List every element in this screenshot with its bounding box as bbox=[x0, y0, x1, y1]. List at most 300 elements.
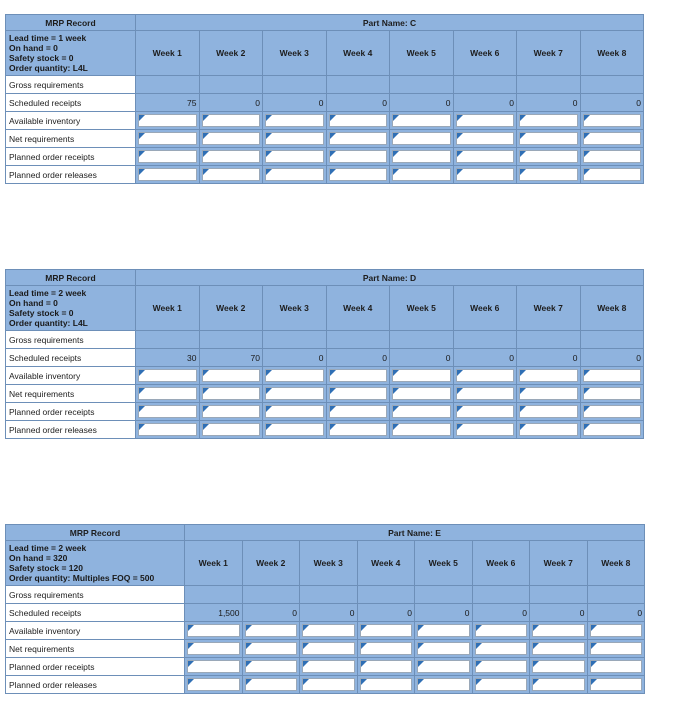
input-cell bbox=[390, 112, 454, 130]
answer-input[interactable] bbox=[519, 132, 578, 145]
answer-input[interactable] bbox=[329, 132, 388, 145]
input-cell bbox=[580, 148, 644, 166]
part-name: Part Name: D bbox=[136, 270, 644, 286]
input-cell bbox=[453, 148, 517, 166]
input-cell bbox=[326, 112, 390, 130]
scheduled-receipt-value: 0 bbox=[318, 352, 324, 363]
scheduled-receipt-cell bbox=[326, 94, 390, 112]
answer-input[interactable] bbox=[456, 387, 515, 400]
scheduled-receipt-value: 0 bbox=[464, 607, 470, 618]
input-flag-icon bbox=[393, 388, 399, 394]
gross-requirement-cell bbox=[517, 331, 581, 349]
parameter-line: On hand = 0 bbox=[9, 298, 58, 308]
input-cell bbox=[472, 676, 530, 694]
input-cell bbox=[136, 148, 200, 166]
answer-input[interactable] bbox=[392, 387, 451, 400]
input-cell bbox=[517, 421, 581, 439]
answer-input[interactable] bbox=[138, 387, 197, 400]
answer-input[interactable] bbox=[392, 369, 451, 382]
input-flag-icon bbox=[139, 424, 145, 430]
answer-input[interactable] bbox=[138, 423, 197, 436]
row-label: Gross requirements bbox=[6, 76, 136, 94]
input-flag-icon bbox=[457, 151, 463, 157]
answer-input[interactable] bbox=[187, 678, 240, 691]
input-cell bbox=[326, 367, 390, 385]
input-flag-icon bbox=[188, 679, 194, 685]
answer-input[interactable] bbox=[202, 132, 261, 145]
input-cell bbox=[415, 676, 473, 694]
input-cell bbox=[580, 166, 644, 184]
answer-input[interactable] bbox=[329, 150, 388, 163]
input-flag-icon bbox=[330, 133, 336, 139]
answer-input[interactable] bbox=[583, 405, 642, 418]
input-cell bbox=[199, 166, 263, 184]
answer-input[interactable] bbox=[202, 150, 261, 163]
answer-input[interactable] bbox=[245, 624, 298, 637]
input-flag-icon bbox=[584, 424, 590, 430]
input-flag-icon bbox=[591, 625, 597, 631]
week-header: Week 8 bbox=[580, 31, 644, 76]
week-header: Week 3 bbox=[263, 286, 327, 331]
input-flag-icon bbox=[393, 169, 399, 175]
answer-input[interactable] bbox=[456, 168, 515, 181]
record-parameters bbox=[6, 31, 136, 76]
scheduled-receipt-cell bbox=[453, 94, 517, 112]
week-header: Week 1 bbox=[136, 286, 200, 331]
scheduled-receipt-cell bbox=[517, 94, 581, 112]
answer-input[interactable] bbox=[456, 114, 515, 127]
input-flag-icon bbox=[418, 625, 424, 631]
answer-input[interactable] bbox=[532, 624, 585, 637]
input-cell bbox=[580, 130, 644, 148]
input-cell bbox=[453, 385, 517, 403]
record-title: MRP Record bbox=[6, 525, 185, 541]
input-cell bbox=[587, 640, 645, 658]
input-cell bbox=[357, 622, 415, 640]
input-cell bbox=[517, 112, 581, 130]
answer-input[interactable] bbox=[392, 114, 451, 127]
answer-input[interactable] bbox=[456, 405, 515, 418]
input-cell bbox=[136, 403, 200, 421]
answer-input[interactable] bbox=[202, 387, 261, 400]
input-flag-icon bbox=[418, 679, 424, 685]
row-label: Gross requirements bbox=[6, 586, 185, 604]
gross-requirement-cell bbox=[390, 331, 454, 349]
answer-input[interactable] bbox=[187, 660, 240, 673]
input-cell bbox=[530, 622, 588, 640]
answer-input[interactable] bbox=[583, 114, 642, 127]
scheduled-receipt-cell bbox=[185, 604, 243, 622]
answer-input[interactable] bbox=[202, 369, 261, 382]
input-flag-icon bbox=[520, 388, 526, 394]
input-flag-icon bbox=[246, 643, 252, 649]
input-flag-icon bbox=[584, 115, 590, 121]
input-cell bbox=[136, 112, 200, 130]
answer-input[interactable] bbox=[456, 369, 515, 382]
gross-requirement-cell bbox=[326, 76, 390, 94]
input-cell bbox=[357, 676, 415, 694]
input-cell bbox=[453, 166, 517, 184]
input-flag-icon bbox=[139, 151, 145, 157]
input-flag-icon bbox=[591, 643, 597, 649]
input-cell bbox=[472, 658, 530, 676]
answer-input[interactable] bbox=[187, 624, 240, 637]
answer-input[interactable] bbox=[392, 423, 451, 436]
input-flag-icon bbox=[520, 406, 526, 412]
input-flag-icon bbox=[361, 679, 367, 685]
input-cell bbox=[263, 112, 327, 130]
week-header: Week 1 bbox=[136, 31, 200, 76]
parameter-line: On hand = 320 bbox=[9, 553, 68, 563]
input-cell bbox=[453, 367, 517, 385]
input-flag-icon bbox=[330, 169, 336, 175]
answer-input[interactable] bbox=[265, 114, 324, 127]
answer-input[interactable] bbox=[417, 624, 470, 637]
input-cell bbox=[199, 421, 263, 439]
input-cell bbox=[472, 622, 530, 640]
input-flag-icon bbox=[476, 643, 482, 649]
answer-input[interactable] bbox=[456, 423, 515, 436]
input-cell bbox=[199, 112, 263, 130]
input-cell bbox=[326, 421, 390, 439]
input-flag-icon bbox=[584, 370, 590, 376]
row-label: Scheduled receipts bbox=[6, 604, 185, 622]
input-cell bbox=[587, 622, 645, 640]
answer-input[interactable] bbox=[302, 660, 355, 673]
scheduled-receipt-value: 0 bbox=[572, 352, 578, 363]
scheduled-receipt-value: 1,500 bbox=[218, 607, 240, 618]
answer-input[interactable] bbox=[329, 369, 388, 382]
part-name: Part Name: C bbox=[136, 15, 644, 31]
answer-input[interactable] bbox=[519, 369, 578, 382]
answer-input[interactable] bbox=[519, 168, 578, 181]
answer-input[interactable] bbox=[329, 168, 388, 181]
row-label: Planned order releases bbox=[6, 166, 136, 184]
input-cell bbox=[242, 676, 300, 694]
input-flag-icon bbox=[520, 115, 526, 121]
answer-input[interactable] bbox=[456, 132, 515, 145]
input-cell bbox=[517, 367, 581, 385]
scheduled-receipt-value: 0 bbox=[255, 97, 260, 108]
input-flag-icon bbox=[457, 133, 463, 139]
mrp-record-table bbox=[5, 14, 644, 184]
answer-input[interactable] bbox=[392, 132, 451, 145]
input-flag-icon bbox=[457, 169, 463, 175]
input-cell bbox=[357, 640, 415, 658]
scheduled-receipt-cell bbox=[580, 94, 644, 112]
week-header: Week 5 bbox=[390, 286, 454, 331]
answer-input[interactable] bbox=[583, 423, 642, 436]
input-cell bbox=[263, 130, 327, 148]
scheduled-receipt-value: 0 bbox=[407, 607, 412, 618]
input-flag-icon bbox=[303, 625, 309, 631]
input-flag-icon bbox=[520, 370, 526, 376]
scheduled-receipt-cell bbox=[136, 349, 200, 367]
parameter-line: Safety stock = 120 bbox=[9, 563, 83, 573]
answer-input[interactable] bbox=[475, 678, 528, 691]
answer-input[interactable] bbox=[138, 168, 197, 181]
input-cell bbox=[587, 676, 645, 694]
answer-input[interactable] bbox=[532, 642, 585, 655]
input-cell bbox=[530, 658, 588, 676]
answer-input[interactable] bbox=[475, 624, 528, 637]
answer-input[interactable] bbox=[475, 642, 528, 655]
input-flag-icon bbox=[584, 406, 590, 412]
answer-input[interactable] bbox=[392, 150, 451, 163]
parameter-line: Order quantity: L4L bbox=[9, 63, 88, 73]
gross-requirement-cell bbox=[136, 76, 200, 94]
input-cell bbox=[453, 403, 517, 421]
answer-input[interactable] bbox=[265, 132, 324, 145]
answer-input[interactable] bbox=[590, 624, 643, 637]
answer-input[interactable] bbox=[360, 660, 413, 673]
gross-requirement-cell bbox=[580, 76, 644, 94]
scheduled-receipt-cell bbox=[415, 604, 473, 622]
answer-input[interactable] bbox=[417, 660, 470, 673]
answer-input[interactable] bbox=[417, 678, 470, 691]
input-flag-icon bbox=[533, 661, 539, 667]
answer-input[interactable] bbox=[265, 387, 324, 400]
input-cell bbox=[390, 385, 454, 403]
input-flag-icon bbox=[139, 370, 145, 376]
answer-input[interactable] bbox=[519, 423, 578, 436]
input-flag-icon bbox=[188, 643, 194, 649]
scheduled-receipt-cell bbox=[530, 604, 588, 622]
answer-input[interactable] bbox=[329, 423, 388, 436]
answer-input[interactable] bbox=[138, 405, 197, 418]
gross-requirement-cell bbox=[199, 331, 263, 349]
answer-input[interactable] bbox=[360, 642, 413, 655]
parameter-line: Order quantity: Multiples FOQ = 500 bbox=[9, 573, 155, 583]
record-title: MRP Record bbox=[6, 15, 136, 31]
input-cell bbox=[199, 367, 263, 385]
scheduled-receipt-value: 0 bbox=[445, 97, 451, 108]
input-cell bbox=[136, 385, 200, 403]
answer-input[interactable] bbox=[583, 387, 642, 400]
input-cell bbox=[185, 640, 243, 658]
parameter-line: Safety stock = 0 bbox=[9, 308, 74, 318]
answer-input[interactable] bbox=[519, 405, 578, 418]
gross-requirement-cell bbox=[199, 76, 263, 94]
answer-input[interactable] bbox=[392, 168, 451, 181]
input-cell bbox=[472, 640, 530, 658]
input-cell bbox=[263, 421, 327, 439]
input-cell bbox=[136, 367, 200, 385]
gross-requirement-cell bbox=[390, 76, 454, 94]
answer-input[interactable] bbox=[302, 642, 355, 655]
answer-input[interactable] bbox=[583, 168, 642, 181]
scheduled-receipt-value: 70 bbox=[250, 352, 260, 363]
row-label: Planned order receipts bbox=[6, 658, 185, 676]
scheduled-receipt-value: 0 bbox=[637, 607, 643, 618]
input-cell bbox=[263, 385, 327, 403]
answer-input[interactable] bbox=[302, 678, 355, 691]
scheduled-receipt-value: 0 bbox=[292, 607, 297, 618]
scheduled-receipt-value: 0 bbox=[636, 352, 642, 363]
input-cell bbox=[263, 166, 327, 184]
answer-input[interactable] bbox=[329, 387, 388, 400]
answer-input[interactable] bbox=[583, 369, 642, 382]
input-flag-icon bbox=[533, 643, 539, 649]
answer-input[interactable] bbox=[202, 168, 261, 181]
input-flag-icon bbox=[520, 424, 526, 430]
answer-input[interactable] bbox=[329, 114, 388, 127]
answer-input[interactable] bbox=[360, 624, 413, 637]
answer-input[interactable] bbox=[245, 642, 298, 655]
answer-input[interactable] bbox=[245, 660, 298, 673]
input-flag-icon bbox=[246, 661, 252, 667]
answer-input[interactable] bbox=[302, 624, 355, 637]
input-flag-icon bbox=[203, 133, 209, 139]
answer-input[interactable] bbox=[583, 150, 642, 163]
gross-requirement-cell bbox=[300, 586, 358, 604]
input-flag-icon bbox=[266, 424, 272, 430]
input-cell bbox=[263, 367, 327, 385]
input-flag-icon bbox=[203, 151, 209, 157]
input-cell bbox=[326, 385, 390, 403]
week-header: Week 7 bbox=[517, 31, 581, 76]
input-cell bbox=[199, 148, 263, 166]
answer-input[interactable] bbox=[590, 660, 643, 673]
answer-input[interactable] bbox=[329, 405, 388, 418]
input-flag-icon bbox=[266, 133, 272, 139]
input-flag-icon bbox=[330, 151, 336, 157]
week-header: Week 6 bbox=[453, 286, 517, 331]
input-cell bbox=[530, 640, 588, 658]
scheduled-receipt-cell bbox=[300, 604, 358, 622]
week-header: Week 2 bbox=[242, 541, 300, 586]
answer-input[interactable] bbox=[392, 405, 451, 418]
input-cell bbox=[390, 130, 454, 148]
scheduled-receipt-cell bbox=[580, 349, 644, 367]
input-cell bbox=[136, 130, 200, 148]
input-flag-icon bbox=[139, 115, 145, 121]
answer-input[interactable] bbox=[532, 678, 585, 691]
answer-input[interactable] bbox=[138, 132, 197, 145]
scheduled-receipt-cell bbox=[390, 94, 454, 112]
answer-input[interactable] bbox=[360, 678, 413, 691]
answer-input[interactable] bbox=[138, 114, 197, 127]
parameter-line: Lead time = 1 week bbox=[9, 33, 87, 43]
answer-input[interactable] bbox=[265, 150, 324, 163]
answer-input[interactable] bbox=[590, 678, 643, 691]
input-flag-icon bbox=[418, 661, 424, 667]
input-cell bbox=[390, 403, 454, 421]
answer-input[interactable] bbox=[187, 642, 240, 655]
answer-input[interactable] bbox=[265, 168, 324, 181]
answer-input[interactable] bbox=[265, 423, 324, 436]
answer-input[interactable] bbox=[519, 150, 578, 163]
input-cell bbox=[453, 130, 517, 148]
input-flag-icon bbox=[361, 625, 367, 631]
input-cell bbox=[587, 658, 645, 676]
scheduled-receipt-cell bbox=[357, 604, 415, 622]
week-header: Week 3 bbox=[263, 31, 327, 76]
input-flag-icon bbox=[591, 679, 597, 685]
input-flag-icon bbox=[266, 406, 272, 412]
row-label: Available inventory bbox=[6, 622, 185, 640]
answer-input[interactable] bbox=[202, 423, 261, 436]
week-header: Week 6 bbox=[453, 31, 517, 76]
input-cell bbox=[263, 148, 327, 166]
input-flag-icon bbox=[330, 370, 336, 376]
answer-input[interactable] bbox=[519, 387, 578, 400]
input-flag-icon bbox=[203, 370, 209, 376]
scheduled-receipt-cell bbox=[587, 604, 645, 622]
answer-input[interactable] bbox=[417, 642, 470, 655]
input-cell bbox=[326, 166, 390, 184]
input-cell bbox=[580, 403, 644, 421]
row-label: Gross requirements bbox=[6, 331, 136, 349]
answer-input[interactable] bbox=[138, 150, 197, 163]
answer-input[interactable] bbox=[265, 405, 324, 418]
scheduled-receipt-value: 0 bbox=[522, 607, 527, 618]
week-header: Week 6 bbox=[472, 541, 530, 586]
input-cell bbox=[300, 622, 358, 640]
answer-input[interactable] bbox=[583, 132, 642, 145]
input-flag-icon bbox=[266, 151, 272, 157]
week-header: Week 2 bbox=[199, 286, 263, 331]
input-flag-icon bbox=[457, 115, 463, 121]
input-flag-icon bbox=[457, 388, 463, 394]
week-header: Week 8 bbox=[587, 541, 645, 586]
answer-input[interactable] bbox=[245, 678, 298, 691]
input-cell bbox=[136, 166, 200, 184]
answer-input[interactable] bbox=[475, 660, 528, 673]
scheduled-receipt-cell bbox=[199, 94, 263, 112]
input-flag-icon bbox=[533, 679, 539, 685]
scheduled-receipt-cell bbox=[453, 349, 517, 367]
mrp-record-table bbox=[5, 524, 645, 694]
row-label: Net requirements bbox=[6, 385, 136, 403]
answer-input[interactable] bbox=[265, 369, 324, 382]
input-cell bbox=[415, 658, 473, 676]
input-flag-icon bbox=[393, 115, 399, 121]
input-flag-icon bbox=[203, 388, 209, 394]
input-flag-icon bbox=[520, 151, 526, 157]
record-parameters bbox=[6, 541, 185, 586]
week-header: Week 5 bbox=[390, 31, 454, 76]
input-flag-icon bbox=[330, 115, 336, 121]
input-flag-icon bbox=[457, 424, 463, 430]
input-flag-icon bbox=[457, 406, 463, 412]
answer-input[interactable] bbox=[202, 405, 261, 418]
answer-input[interactable] bbox=[456, 150, 515, 163]
input-cell bbox=[580, 385, 644, 403]
answer-input[interactable] bbox=[590, 642, 643, 655]
input-flag-icon bbox=[246, 679, 252, 685]
input-flag-icon bbox=[266, 370, 272, 376]
input-flag-icon bbox=[246, 625, 252, 631]
week-header: Week 4 bbox=[357, 541, 415, 586]
input-flag-icon bbox=[361, 661, 367, 667]
answer-input[interactable] bbox=[532, 660, 585, 673]
week-header: Week 3 bbox=[300, 541, 358, 586]
input-cell bbox=[242, 622, 300, 640]
input-flag-icon bbox=[303, 679, 309, 685]
input-flag-icon bbox=[361, 643, 367, 649]
answer-input[interactable] bbox=[202, 114, 261, 127]
input-cell bbox=[199, 130, 263, 148]
input-flag-icon bbox=[418, 643, 424, 649]
answer-input[interactable] bbox=[519, 114, 578, 127]
answer-input[interactable] bbox=[138, 369, 197, 382]
input-cell bbox=[517, 148, 581, 166]
input-cell bbox=[357, 658, 415, 676]
scheduled-receipt-value: 0 bbox=[572, 97, 578, 108]
scheduled-receipt-cell bbox=[390, 349, 454, 367]
input-flag-icon bbox=[520, 133, 526, 139]
